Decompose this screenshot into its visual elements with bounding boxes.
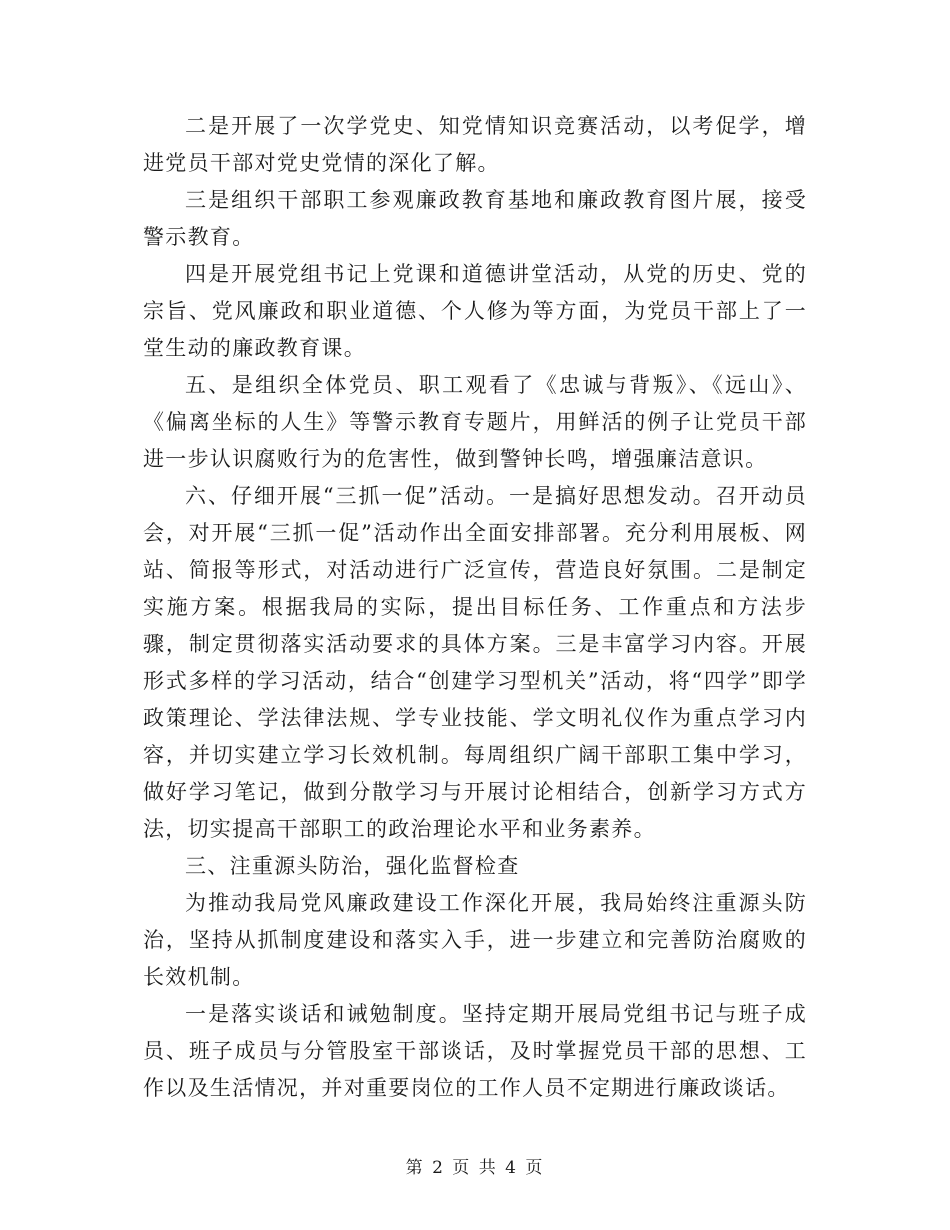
document-body: [143, 108, 807, 1107]
paragraph: 为推动我局党风廉政建设工作深化开展，我局始终注重源头防治，坚持从抓制度建设和落实入手，进一步建立和完善防治腐败的长效机制。: [143, 891, 807, 989]
section-heading: 三、注重源头防治，强化监督检查: [185, 854, 520, 878]
paragraph: 二是开展了一次学党史、知党情知识竞赛活动，以考促学，增进党员干部对党史党情的深化了解。: [143, 114, 807, 175]
paragraph: 三是组织干部职工参观廉政教育基地和廉政教育图片展，接受警示教育。: [143, 188, 807, 249]
paragraph: 五、是组织全体党员、职工观看了《忠诚与背叛》、《远山》、《偏离坐标的人生》等警示教育专题片，用鲜活的例子让党员干部进一步认识腐败行为的危害性，做到警钟长鸣，增强廉洁意识。: [143, 373, 807, 471]
paragraph: 六、仔细开展“三抓一促”活动。一是搞好思想发动。召开动员会，对开展“三抓一促”活动作出全面安排部署。充分利用展板、网站、简报等形式，对活动进行广泛宣传，营造良好氛围。二是制定实施方案。根据我局的实际，提出目标任务、工作重点和方法步骤，制定贯彻落实活动要求的具体方案。三是丰富学习内容。开展形式多样的学习活动，结合“创建学习型机关”活动，将“四学”即学政策理论、学法律法规、学专业技能、学文明礼仪作为重点学习内容，并切实建立学习长效机制。每周组织广阔干部职工集中学习，做好学习笔记，做到分散学习与开展讨论相结合，创新学习方式方法，切实提高干部职工的政治理论水平和业务素养。: [143, 484, 807, 841]
page-number-footer: 第 2 页 共 4 页: [405, 1158, 545, 1178]
paragraph: 一是落实谈话和诫勉制度。坚持定期开展局党组书记与班子成员、班子成员与分管股室干部谈话，及时掌握党员干部的思想、工作以及生活情况，并对重要岗位的工作人员不定期进行廉政谈话。: [143, 1002, 807, 1100]
paragraph: 四是开展党组书记上党课和道德讲堂活动，从党的历史、党的宗旨、党风廉政和职业道德、个人修为等方面，为党员干部上了一堂生动的廉政教育课。: [143, 262, 807, 360]
